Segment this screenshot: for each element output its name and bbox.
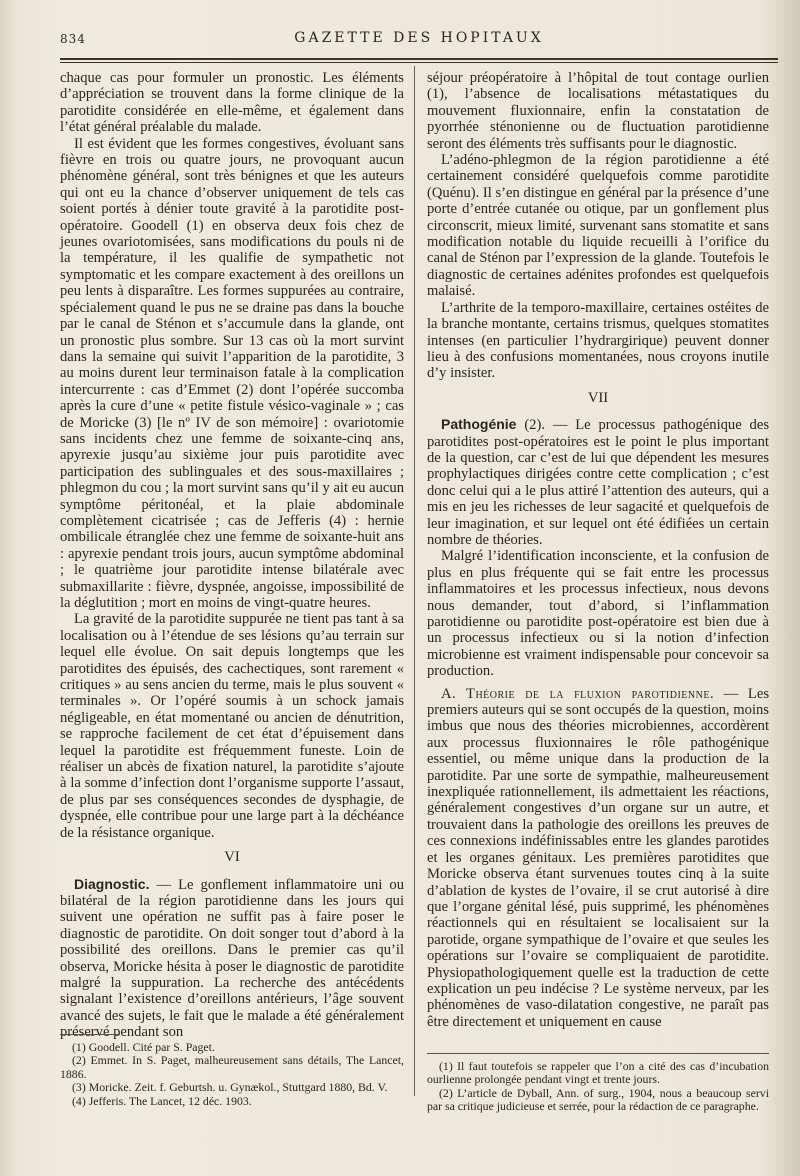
- section-heading-vi: VI: [224, 849, 240, 866]
- right-paragraph-2: L’adéno-phlegmon de la région parotidienne a été certainement considéré quelquefois comme parotidite (Quénu). Il s’en distingue en général par la présence d’une porte d’entrée cutanée ou otique, par un gonflement plus circonscrit, mieux limité, survenant sans stomatite et sans modification notable du liquide recueilli à l’orifice du canal de Sténon par l’expression de la glande. Toutefois le diagnostic de certaines adénites profondes est quelquefois malaisé.: [427, 152, 769, 300]
- page-header: [60, 28, 778, 54]
- column-divider: [414, 66, 415, 1096]
- right-paragraph-1: séjour préopératoire à l’hôpital de tout contage ourlien (1), l’absence de localisations métastatiques du mouvement fluxionnaire, enfin la constatation de pyorrhée sténonienne ou de fluctuation parotidienne seront des éléments très suffisants pour le diagnostic.: [427, 70, 769, 152]
- theory-text: — Les premiers auteurs qui se sont occupés de la question, moins imbus que nous des théories microbiennes, accordèrent aux processus fluxionnaires le rôle pathogénique essentiel, ou même unique dans la production de la parotidite. Par une sorte de sympathie, malheureusement inexpliquée rationnellement, ils admettaient les réactions, généralement congestives d’un organe sur un autre, et trouvaient dans la pathologie des oreillons les preuves de ces connexions indéfinissables entre les glandes parotides et les organes génitaux. Les premières parotidites que Moricke observa étant survenues toutes cinq à la suite d’ablation de kystes de l’ovaire, il se crut autorisé à dire que l’organe génital lésé, puis supprimé, les phénomènes réactionnels qui en résultaient se localisaient sur la parotide, organe sympathique de l’ovaire et que seules les opérations sur l’ovaire se compliquaient de parotidite. Physiopathologiquement quelle est la traduction de cette explication un peu indécise ? Le système nerveux, par les phénomènes de vaso-dilatation congestive, ne paraît pas être directement et uniquement en cause: [427, 685, 769, 1030]
- right-paragraph-3: L’arthrite de la temporo-maxillaire, certaines ostéites de la branche montante, certains trismus, quelques stomatites intenses (en particulier l’hydrargirique) peuvent donner lieu à des confusions momentanées, nous croyons inutile d’y insister.: [427, 299, 769, 382]
- left-footnote-1: (1) Goodell. Cité par S. Paget.: [72, 1040, 215, 1054]
- left-footnote-4: (4) Jefferis. The Lancet, 12 déc. 1903.: [72, 1093, 252, 1108]
- right-column: [427, 70, 769, 1030]
- diagnostic-paragraph: [60, 876, 404, 1041]
- header-rule: [60, 58, 778, 63]
- pathogenie-paragraph: [427, 416, 769, 548]
- right-footnotes: [427, 1043, 769, 1114]
- diagnostic-runin-heading: Diagnostic.: [74, 875, 150, 892]
- pathogenie-text: (2). — Le processus pathogénique des parotidites post-opératoires est le point le plus important de la question, car c’est de lui que dépendent les mesures prophylactiques dirigées contre cette complication ; c’est donc celui qui a le plus attiré l’attention des auteurs, qui a mis en jeu les richesses de leur sagacité et quelquefois de leur imagination, et sur lequel ont été édifiées un certain nombre de théories.: [427, 417, 769, 548]
- pathogenie-runin-heading: Pathogénie: [441, 416, 517, 433]
- page-number: 834: [60, 32, 86, 46]
- left-footnotes: [60, 1024, 404, 1108]
- journal-title: GAZETTE DES HOPITAUX: [294, 30, 544, 46]
- left-footnote-2: (2) Emmet. In S. Paget, malheureusement sans détails, The Lancet, 1886.: [60, 1053, 404, 1081]
- left-footnote-3: (3) Moricke. Zeit. f. Geburtsh. u. Gynækol., Stuttgard 1880, Bd. V.: [72, 1080, 388, 1095]
- right-footnote-rule: [427, 1053, 769, 1054]
- theory-paragraph: [427, 686, 769, 1031]
- theory-runin-heading: A. Théorie de la fluxion parotidienne.: [441, 685, 715, 702]
- right-footnote-2: (2) L’article de Dyball, Ann. of surg., 1904, nous a beaucoup servi par sa critique judicieuse et serrée, pour la rédaction de ce paragraphe.: [427, 1085, 769, 1114]
- diagnostic-text: — Le gonflement inflammatoire uni ou bilatéral de la région parotidienne dans les jours qui suivent une opération ne suffit pas à faire poser le diagnostic de parotidite. On doit songer tout d’abord à la possibilité des oreillons. Dans le premier cas qu’il observa, Moricke hésita à poser le diagnostic de parotidite malgré la suppuration. La recherche des antécédents signalant l’existence d’oreillons antérieurs, l’âge souvent avancé des sujets, le fait que le malade a été généralement préservé pendant son: [60, 876, 404, 1041]
- right-paragraph-5: Malgré l’identification inconsciente, et la confusion de plus en plus fréquente qui se fait entre les processus inflammatoires et les processus infectieux, nous devons nous demander, tout d’abord, si l’inflammation parotidienne ou parotidite post-opératoire est bien due à un processus infectieux ou si la notion d’infection microbienne est vraiment indispensable pour concevoir sa production.: [427, 548, 769, 680]
- left-paragraph-1: chaque cas pour formuler un pronostic. Les éléments d’appréciation se trouvent dans la forme clinique de la parotidite considérée en elle-même, et également dans l’état général préalable du malade.: [60, 70, 404, 136]
- right-footnote-1: (1) Il faut toutefois se rappeler que l’on a cité des cas d’incubation ourlienne prolongée pendant vingt et trente jours.: [427, 1059, 769, 1087]
- left-column: [60, 70, 404, 1041]
- left-paragraph-2: Il est évident que les formes congestives, évoluant sans fièvre en trois ou quatre jours, ne provoquant aucun phénomène général, sont très bénignes et que les auteurs qui ont eu la chance d’observer uniquement de tels cas soient portés à dénier toute gravité à la parotidite post-opératoire. Goodell (1) en observa deux fois chez de jeunes ovariotomisées, sans modifications du pouls ni de la température, il les qualifie de sympathetic not symptomatic et les compare exactement à des oreillons un peu lents à disparaître. Les formes suppurées au contraire, spécialement quand le pus ne se draine pas dans la bouche par le canal de Sténon et s’accumule dans la glande, ont un pronostic plus sombre. Sur 13 cas où la mort survint dans la semaine qui suivit l’apparition de la parotidite, 3 au moins durent leur terminaison fatale à la complication intercurrente : cas d’Emmet (2) dont l’opérée succomba après la cure d’une « petite fistule vésico-vaginale » ; cas de Moricke (3) [le nº IV de son mémoire] : ovariotomie sans incidents chez une femme de soixante-cinq ans, apyrexie jusqu’au sixième jour puis parotidite avec participation des sublinguales et des sous-maxillaires ; phlegmon du cou ; la mort survint sans qu’il y ait eu aucun symptôme péritonéal, et la plaie abdominale complètement cicatrisée ; cas de Jefferis (4) : hernie ombilicale étranglée chez une femme de soixante-huit ans : apyrexie pendant trois jours, aucun symptôme abdominal ; le quatrième jour parotidite intense bilatérale avec submaxillarite : fièvre, dyspnée, angoisse, impossibilité de la déglutition ; mort en moins de vingt-quatre heures.: [60, 135, 404, 611]
- left-footnote-rule: [60, 1034, 120, 1035]
- left-paragraph-3: La gravité de la parotidite suppurée ne tient pas tant à sa localisation ou à l’étendue de ses lésions qu’au terrain sur lequel elle évolue. On sait depuis longtemps que les parotidites des épuisés, des cachectiques, sont rarement « critiques » au sens ancien du terme, mais le plus souvent « terminales ». Or l’opéré soumis à un schock jamais négligeable, en état momentané ou ancien de dénutrition, se rapproche facilement de cet état d’épuisement dans lequel la parotidite est fréquemment funeste. Loin de réaliser un abcès de fixation naturel, la parotidite s’ajoute à la somme d’infection dont l’organisme supporte l’assaut, de plus par ses conséquences secondes de dysphagie, de dyspnée, elle contribue pour une large part à la déchéance de la résistance organique.: [60, 611, 404, 841]
- section-heading-vii: VII: [587, 389, 609, 406]
